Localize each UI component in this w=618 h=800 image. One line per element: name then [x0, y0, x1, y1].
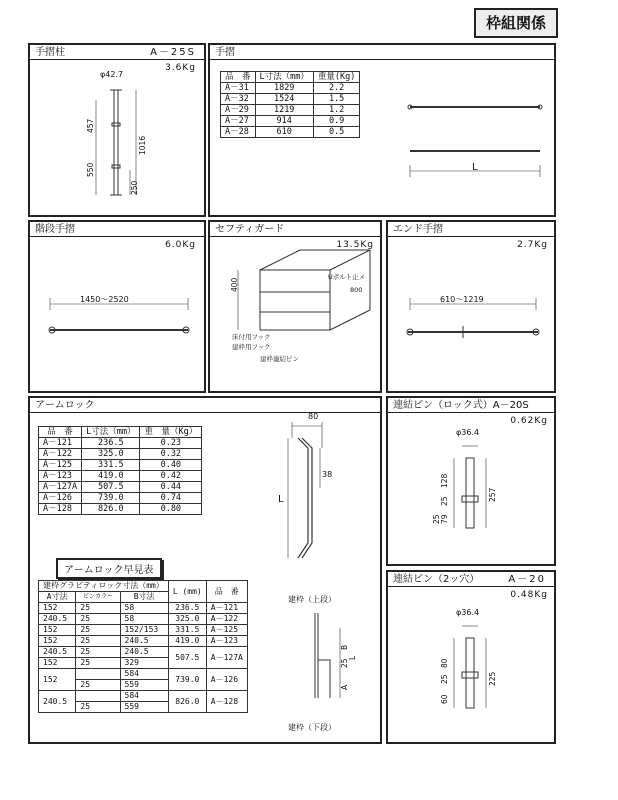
dim-25b: 25 — [432, 514, 441, 524]
handrail-panel — [208, 43, 556, 217]
cell: 507.5 — [82, 482, 140, 493]
cell: 1.2 — [313, 105, 359, 116]
dim-400: 400 — [230, 277, 239, 292]
cell: A－126 — [206, 669, 247, 691]
cell: 0.40 — [140, 460, 202, 471]
cell: A－123 — [39, 471, 82, 482]
dim-250: 250 — [130, 180, 139, 195]
end-handrail-panel — [386, 220, 556, 393]
dim-80: 80 — [308, 412, 319, 421]
end-handrail-drawing — [388, 222, 558, 395]
cell: A－29 — [221, 105, 256, 116]
cell: 58 — [120, 614, 168, 625]
weight-label: 3.6Kg — [165, 63, 196, 73]
cell: A－125 — [39, 460, 82, 471]
cell: 236.5 — [82, 438, 140, 449]
cell: A－127A — [206, 647, 247, 669]
panel-name: 手摺柱 — [35, 47, 65, 58]
cell: 0.80 — [140, 504, 202, 515]
cell: 0.5 — [313, 127, 359, 138]
dim-25: 25 — [340, 658, 349, 668]
col-length: L寸法（mm） — [82, 427, 140, 438]
cell: 331.5 — [168, 625, 206, 636]
label-hook: 床付用フック — [232, 333, 271, 341]
cell: 0.9 — [313, 116, 359, 127]
col-weight: 重量(Kg) — [313, 72, 359, 83]
chart-subheading: アームロック早見表 — [56, 558, 162, 579]
table-row — [39, 669, 248, 680]
panel-name: 連結ピン（2ッ穴） — [393, 574, 480, 585]
product-code: A－20 — [508, 574, 546, 585]
col-l: L (mm) — [168, 581, 206, 603]
safety-guard-panel — [208, 220, 382, 393]
cell: A－28 — [221, 127, 256, 138]
cell: 240.5 — [120, 647, 168, 658]
weight-label: 13.5Kg — [336, 240, 374, 250]
cell: 0.32 — [140, 449, 202, 460]
dim-L: L — [278, 494, 284, 505]
cell: 559 — [120, 702, 168, 713]
dim-457: 457 — [86, 118, 95, 133]
two-hole-pin-panel — [386, 570, 556, 744]
cell: A－128 — [39, 504, 82, 515]
cell: 58 — [120, 603, 168, 614]
cell: 507.5 — [168, 647, 206, 669]
range-label: 1450～2520 — [80, 295, 129, 304]
dim-128: 128 — [440, 473, 449, 488]
cell: A－126 — [39, 493, 82, 504]
dim-38: 38 — [322, 470, 333, 479]
cell: A－32 — [221, 94, 256, 105]
handrail-drawing — [210, 45, 558, 219]
cell: A－125 — [206, 625, 247, 636]
cell: 152 — [39, 636, 76, 647]
lock-pin-panel — [386, 396, 556, 566]
cell: 25 — [76, 636, 120, 647]
cell: 331.5 — [82, 460, 140, 471]
cell: 0.74 — [140, 493, 202, 504]
col-code: 品 番 — [221, 72, 256, 83]
product-code: A－25S — [150, 47, 196, 58]
page-title: 枠組関係 — [474, 8, 558, 38]
weight-label: 0.62Kg — [510, 416, 548, 426]
cell: A－122 — [206, 614, 247, 625]
diameter-label: φ42.7 — [100, 70, 124, 79]
cell: A－121 — [206, 603, 247, 614]
cell: 1829 — [255, 83, 313, 94]
cell: 25 — [76, 625, 120, 636]
table-row — [39, 625, 248, 636]
cell: A－122 — [39, 449, 82, 460]
cell: 236.5 — [168, 603, 206, 614]
col-code: 品 番 — [39, 427, 82, 438]
cell: 152 — [39, 669, 76, 691]
cell: 240.5 — [39, 691, 76, 713]
cell: 1219 — [255, 105, 313, 116]
arm-lock-quick-chart — [38, 580, 248, 713]
dim-79: 79 — [440, 514, 449, 524]
cell — [76, 669, 120, 680]
col-weight: 重 量（Kg） — [140, 427, 202, 438]
stair-handrail-drawing — [30, 222, 208, 395]
cell: 419.0 — [82, 471, 140, 482]
cell: A－121 — [39, 438, 82, 449]
cell: 25 — [76, 658, 120, 669]
dim-80: 80 — [440, 658, 449, 668]
col-main: 建枠グラビティロック寸法（mm） — [39, 581, 169, 592]
cell: A－123 — [206, 636, 247, 647]
cell: A－128 — [206, 691, 247, 713]
label-hook2: 建枠用フック — [232, 343, 271, 351]
dim-b: B — [340, 644, 349, 650]
two-hole-pin-drawing — [388, 572, 558, 746]
label-upper-frame: 建枠（上段） — [288, 595, 336, 604]
weight-label: 6.0Kg — [165, 240, 196, 250]
dim-60: 60 — [440, 694, 449, 704]
weight-label: 2.7Kg — [517, 240, 548, 250]
cell: 559 — [120, 680, 168, 691]
panel-name: エンド手摺 — [393, 224, 443, 235]
dim-550: 550 — [86, 162, 95, 177]
cell: 152 — [39, 625, 76, 636]
panel-name: 連結ピン（ロック式）A－20S — [393, 400, 529, 411]
weight-label: 0.48Kg — [510, 590, 548, 600]
label-pin: 建枠連結ピン — [260, 355, 299, 363]
cell: 419.0 — [168, 636, 206, 647]
col-b: B寸法 — [120, 592, 168, 603]
diameter-label: φ36.4 — [456, 608, 480, 617]
cell: 152 — [39, 658, 76, 669]
cell: 1524 — [255, 94, 313, 105]
panel-name: セフティガード — [215, 224, 285, 235]
cell: 325.0 — [168, 614, 206, 625]
dim-25: 25 — [440, 674, 449, 684]
table-header-row — [39, 581, 248, 592]
panel-name: 階段手摺 — [35, 224, 75, 235]
cell: 329 — [120, 658, 168, 669]
col-a: A寸法 — [39, 592, 76, 603]
handrail-post-panel — [28, 43, 206, 217]
arm-lock-panel — [28, 396, 382, 744]
cell: 826.0 — [168, 691, 206, 713]
cell: 240.5 — [39, 647, 76, 658]
table-row — [39, 647, 248, 658]
cell: 325.0 — [82, 449, 140, 460]
col-code: 品 番 — [206, 581, 247, 603]
dim-257: 257 — [488, 487, 497, 502]
cell: 240.5 — [39, 614, 76, 625]
cell: 914 — [255, 116, 313, 127]
table-row — [39, 691, 248, 702]
table-row — [39, 614, 248, 625]
table-row — [39, 603, 248, 614]
cell: 25 — [76, 680, 120, 691]
stair-handrail-panel — [28, 220, 206, 393]
cell: 1.5 — [313, 94, 359, 105]
cell: 0.42 — [140, 471, 202, 482]
cell: 739.0 — [82, 493, 140, 504]
cell: 584 — [120, 669, 168, 680]
dim-25: 25 — [440, 496, 449, 506]
cell: 25 — [76, 603, 120, 614]
dim-1016: 1016 — [138, 135, 147, 155]
col-pin: ピンカラー — [76, 592, 120, 603]
dim-800: 800 — [350, 286, 363, 294]
cell: 25 — [76, 702, 120, 713]
safety-guard-drawing — [210, 222, 384, 395]
cell: 152 — [39, 603, 76, 614]
label-bolt: Uボルト止メ — [328, 273, 366, 281]
dim-a: A — [340, 684, 349, 690]
cell: 25 — [76, 614, 120, 625]
length-label: L — [472, 162, 478, 173]
dim-225: 225 — [488, 671, 497, 686]
dim-l: L — [348, 655, 357, 660]
lock-pin-drawing — [388, 398, 558, 568]
cell: 826.0 — [82, 504, 140, 515]
cell: A－127A — [39, 482, 82, 493]
cell: 0.44 — [140, 482, 202, 493]
cell: 0.23 — [140, 438, 202, 449]
range-label: 610～1219 — [440, 295, 484, 304]
panel-name: 手摺 — [215, 47, 235, 58]
cell: A－27 — [221, 116, 256, 127]
cell: 152/153 — [120, 625, 168, 636]
cell: 2.2 — [313, 83, 359, 94]
panel-name: アームロック — [35, 400, 95, 411]
cell: 25 — [76, 647, 120, 658]
cell: 584 — [120, 691, 168, 702]
cell: 610 — [255, 127, 313, 138]
col-length: L寸法（mm） — [255, 72, 313, 83]
label-lower-frame: 建枠（下段） — [288, 723, 336, 732]
cell: 240.5 — [120, 636, 168, 647]
diameter-label: φ36.4 — [456, 428, 480, 437]
cell: A－31 — [221, 83, 256, 94]
cell — [76, 691, 120, 702]
table-row — [39, 636, 248, 647]
cell: 739.0 — [168, 669, 206, 691]
